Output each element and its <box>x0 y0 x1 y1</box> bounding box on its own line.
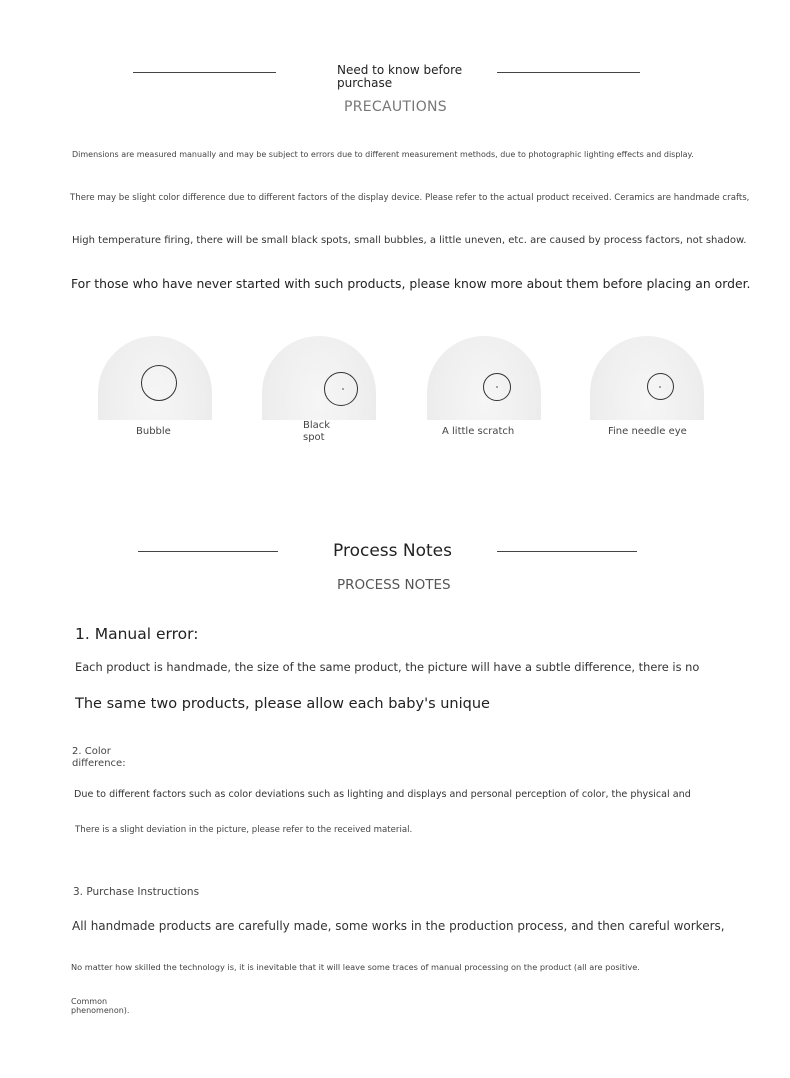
defect-image-black-spot <box>262 336 376 420</box>
header-rule-left <box>133 72 276 73</box>
precaution-line-3: High temperature firing, there will be small black spots, small bubbles, a little uneven, etc. are caused by process factors, not shadow. <box>72 235 747 246</box>
process-rule-right <box>497 551 637 552</box>
precaution-line-2: There may be slight color difference due to different factors of the display device. Please refer to the actual product received. Ceramics are handmade crafts, <box>70 193 750 203</box>
defect-label-scratch: A little scratch <box>442 426 515 437</box>
bubble-marker-icon <box>141 365 177 401</box>
purchase-instructions-line-1: All handmade products are carefully made, some works in the production process, and then careful workers, <box>72 919 725 933</box>
process-subtitle: PROCESS NOTES <box>337 577 451 593</box>
color-difference-heading-line1: 2. Color <box>72 746 111 757</box>
black-spot-marker-icon <box>324 372 358 406</box>
purchase-instructions-line-3a: Common <box>71 997 108 1006</box>
defect-image-scratch <box>427 336 541 420</box>
defect-image-bubble <box>98 336 212 420</box>
header-rule-right <box>497 72 640 73</box>
purchase-instructions-line-3b: phenomenon). <box>71 1006 130 1015</box>
precaution-line-4: For those who have never started with such products, please know more about them before placing an order. <box>71 276 751 291</box>
defect-label-needle-eye: Fine needle eye <box>608 426 687 437</box>
purchase-instructions-heading: 3. Purchase Instructions <box>73 886 200 898</box>
manual-error-line-1: Each product is handmade, the size of the same product, the picture will have a subtle difference, there is no <box>75 660 700 674</box>
defect-label-black-spot-line2: spot <box>303 432 325 443</box>
color-difference-line-1: Due to different factors such as color deviations such as lighting and displays and personal perception of color, the physical and <box>74 789 691 800</box>
precautions-title-line2: purchase <box>337 76 393 90</box>
precaution-line-1: Dimensions are measured manually and may be subject to errors due to different measurement methods, due to photographic lighting effects and display. <box>72 150 694 159</box>
defect-label-bubble: Bubble <box>136 426 171 437</box>
process-rule-left <box>138 551 278 552</box>
precautions-title-line1: Need to know before <box>337 63 463 77</box>
color-difference-line-2: There is a slight deviation in the picture, please refer to the received material. <box>75 825 413 835</box>
manual-error-heading: 1. Manual error: <box>75 625 199 643</box>
process-title: Process Notes <box>333 541 452 561</box>
defect-label-black-spot-line1: Black <box>303 420 331 431</box>
manual-error-line-2: The same two products, please allow each baby's unique <box>75 696 490 712</box>
defect-image-needle-eye <box>590 336 704 420</box>
color-difference-heading-line2: difference: <box>72 758 126 769</box>
purchase-instructions-line-2: No matter how skilled the technology is, it is inevitable that it will leave some traces of manual processing on the product (all are positive. <box>71 962 640 972</box>
precautions-title-en: PRECAUTIONS <box>344 99 447 115</box>
